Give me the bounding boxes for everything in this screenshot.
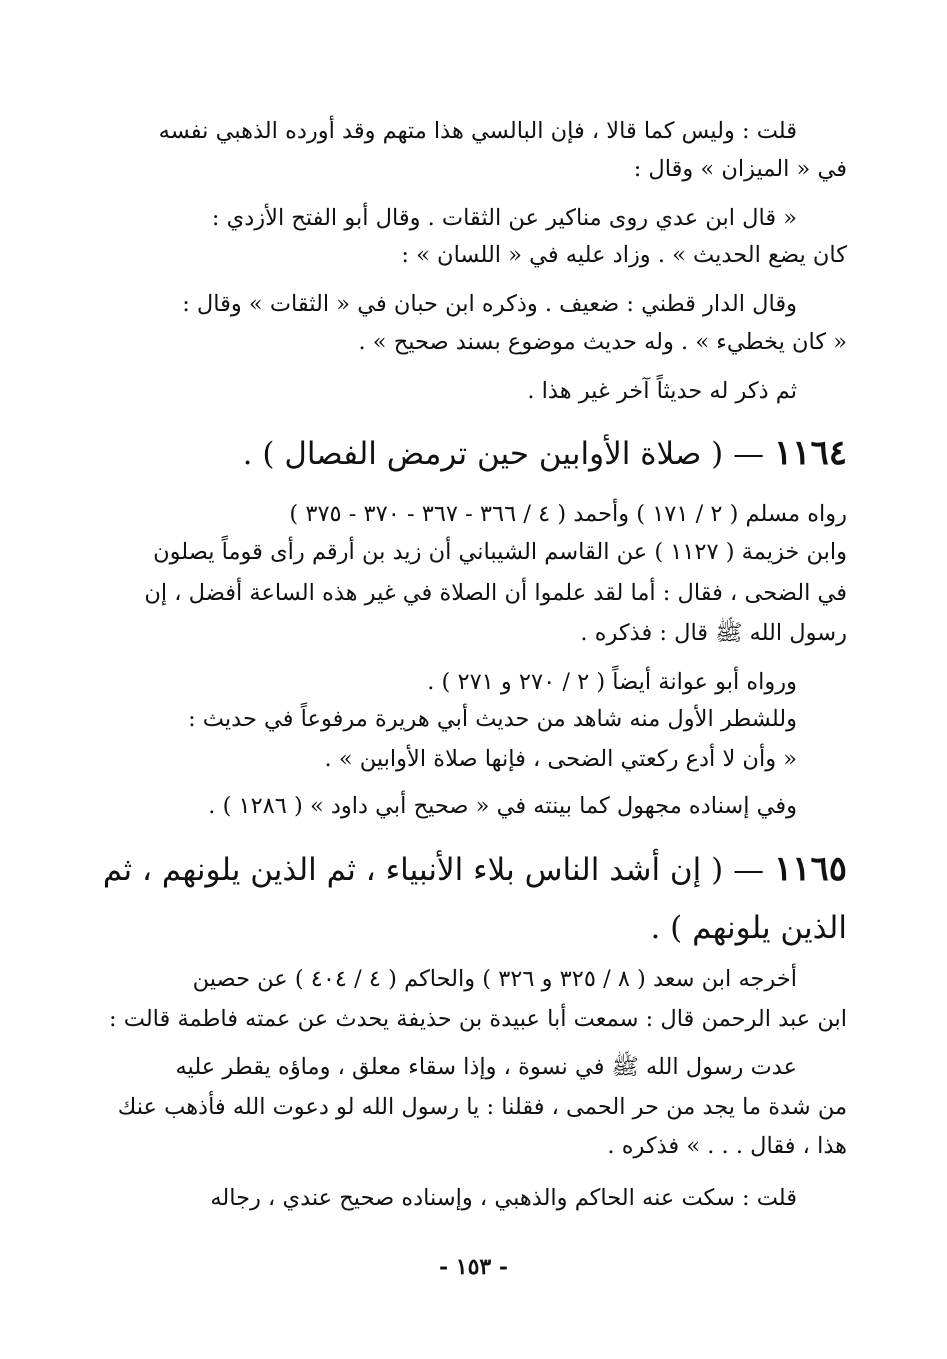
text-line: وابن خزيمة ( ١١٢٧ ) عن القاسم الشيباني أن زيد بن أرقم رأى قوماً يصلون	[153, 539, 847, 565]
text-line: كان يضع الحديث » . وزاد عليه في « اللسان » :	[401, 242, 847, 268]
text-line: من شدة ما يجد من حر الحمى ، فقلنا : يا رسول الله لو دعوت الله فأذهب عنك	[117, 1094, 847, 1120]
text-line: قلت : سكت عنه الحاكم والذهبي ، وإسناده صحيح عندي ، رجاله	[210, 1185, 797, 1211]
text-line: ثم ذكر له حديثاً آخر غير هذا .	[527, 378, 797, 404]
text-line: « كان يخطيء » . وله حديث موضوع بسند صحيح » .	[358, 329, 847, 355]
text-line: هذا ، فقال . . . » فذكره .	[607, 1133, 847, 1159]
text-line: « وأن لا أدع ركعتي الضحى ، فإنها صلاة الأوابين » .	[324, 746, 797, 772]
page-number: - ١٥٣ -	[438, 1254, 509, 1280]
hadith-heading-continuation: الذين يلونهم ) .	[650, 910, 847, 946]
text-line: رواه مسلم ( ٢ / ١٧١ ) وأحمد ( ٤ / ٣٦٦ - ٣٦٧ - ٣٧٠ - ٣٧٥ )	[289, 501, 847, 527]
hadith-number: ١١٦٤	[773, 433, 847, 473]
hadith-number: ١١٦٥	[773, 849, 847, 889]
text-line: أخرجه ابن سعد ( ٨ / ٣٢٥ و ٣٢٦ ) والحاكم ( ٤ / ٤٠٤ ) عن حصين	[192, 966, 797, 992]
text-line: عدت رسول الله ﷺ في نسوة ، وإذا سقاء معلق ، وماؤه يقطر عليه	[175, 1054, 797, 1080]
text-line: رسول الله ﷺ قال : فذكره .	[580, 620, 847, 646]
text-line: في « الميزان » وقال :	[633, 156, 847, 182]
hadith-title: — ( صلاة الأوابين حين ترمض الفصال ) .	[242, 436, 765, 472]
hadith-heading-1165	[103, 844, 847, 895]
text-line: وفي إسناده مجهول كما بينته في « صحيح أبي داود » ( ١٢٨٦ ) .	[208, 793, 797, 819]
hadith-title: — ( إن أشد الناس بلاء الأنبياء ، ثم الذين يلونهم ، ثم	[102, 852, 765, 888]
text-line: وقال الدار قطني : ضعيف . وذكره ابن حبان في « الثقات » وقال :	[182, 291, 797, 317]
text-line: ابن عبد الرحمن قال : سمعت أبا عبيدة بن حذيفة يحدث عن عمته فاطمة قالت :	[109, 1006, 847, 1032]
text-line: « قال ابن عدي روى مناكير عن الثقات . وقال أبو الفتح الأزدي :	[211, 205, 797, 231]
text-line: ورواه أبو عوانة أيضاً ( ٢ / ٢٧٠ و ٢٧١ ) .	[427, 669, 797, 695]
hadith-heading-1164	[243, 428, 847, 479]
text-line: وللشطر الأول منه شاهد من حديث أبي هريرة مرفوعاً في حديث :	[188, 706, 797, 732]
text-line: قلت : وليس كما قالا ، فإن البالسي هذا متهم وقد أورده الذهبي نفسه	[158, 118, 797, 144]
text-line: في الضحى ، فقال : أما لقد علموا أن الصلاة في غير هذه الساعة أفضل ، إن	[144, 580, 847, 606]
